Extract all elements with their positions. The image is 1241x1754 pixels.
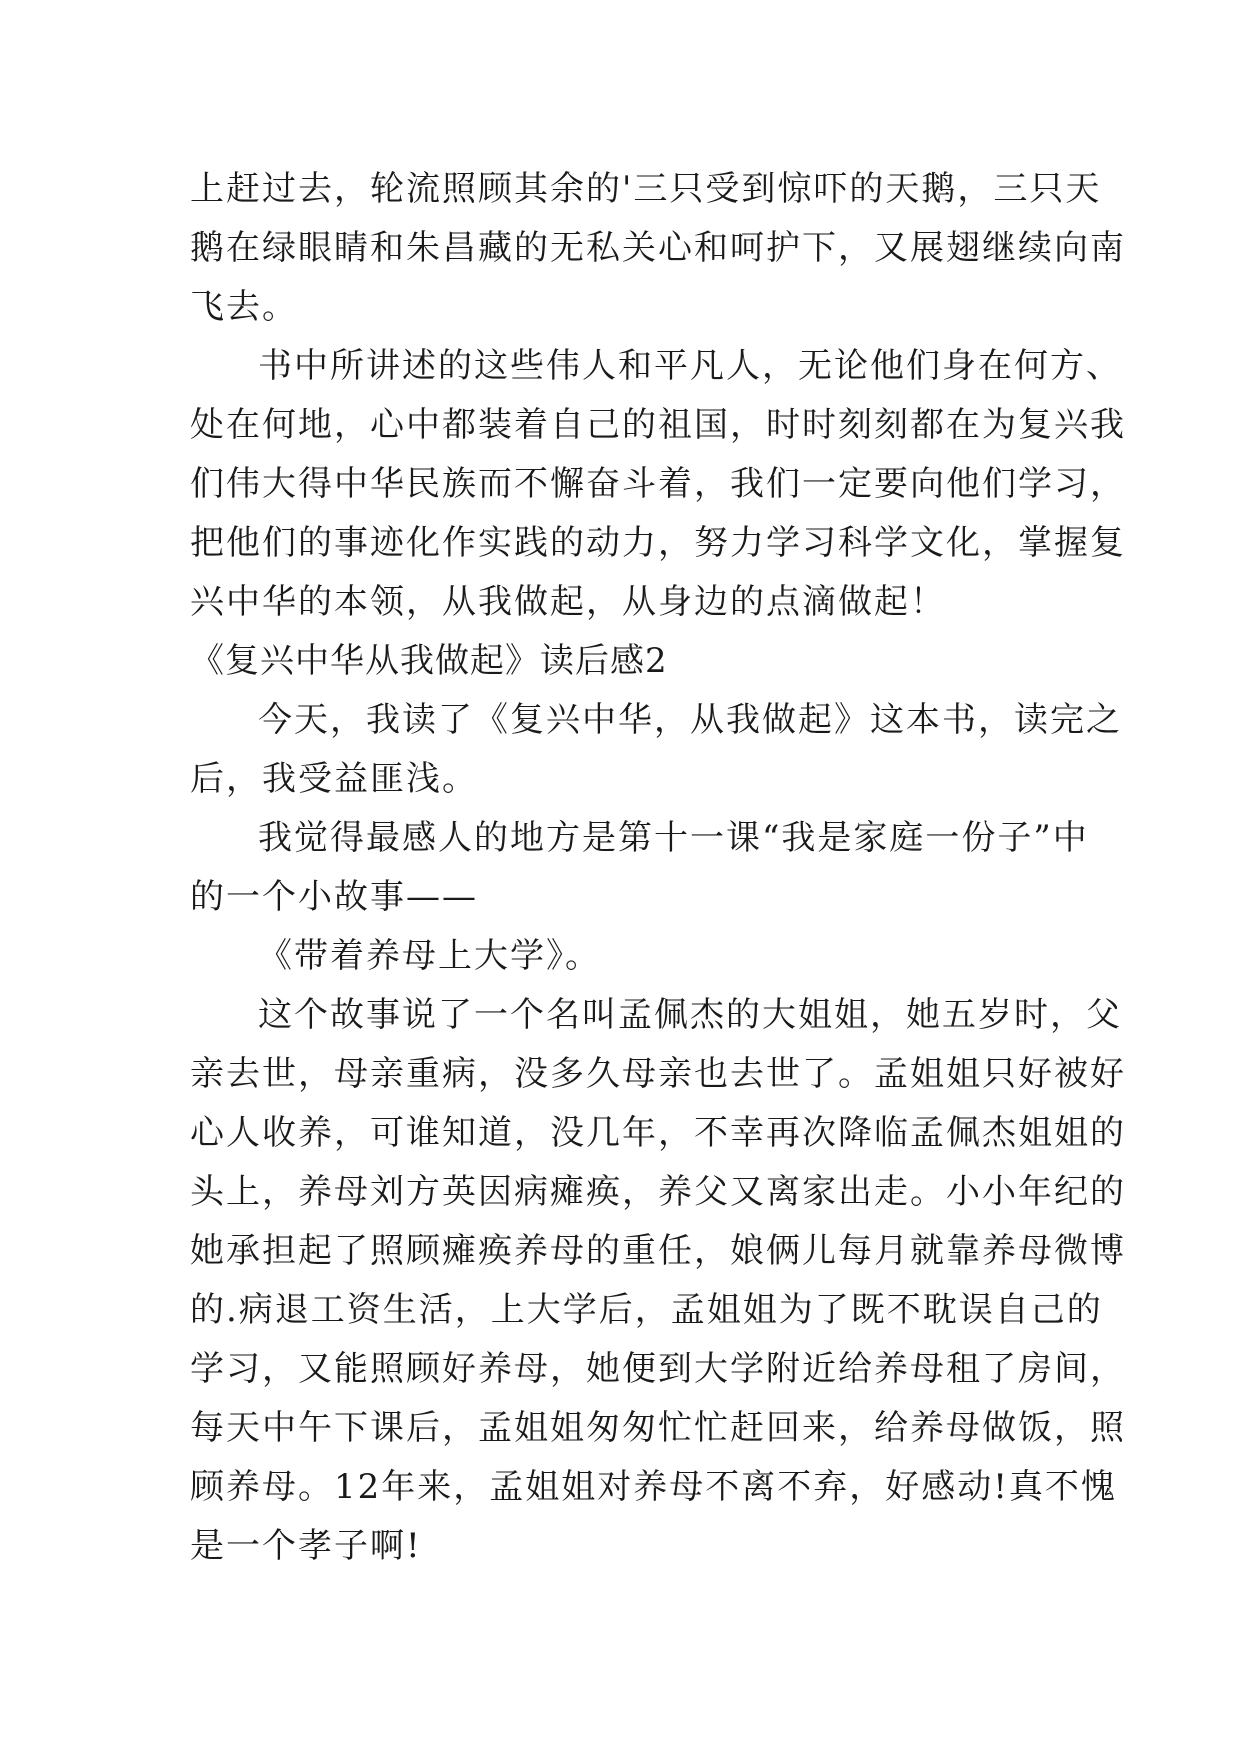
text-line: 是一个孝子啊! (190, 1526, 422, 1566)
text-line: 头上，养母刘方英因病瘫痪，养父又离家出走。小小年纪的 (190, 1172, 1126, 1212)
story-title-line: 《带着养母上大学》。 (258, 936, 601, 976)
text-line: 的一个小故事—— (190, 877, 478, 917)
section-heading: 《复兴中华从我做起》读后感2 (190, 641, 668, 681)
text-line: 后，我受益匪浅。 (190, 759, 478, 799)
text-line: 上赶过去，轮流照顾其余的'三只受到惊吓的天鹅，三只天 (190, 169, 1102, 209)
text-line: 心人收养，可谁知道，没几年，不幸再次降临孟佩杰姐姐的 (190, 1113, 1126, 1153)
text-line: 鹅在绿眼睛和朱昌藏的无私关心和呵护下，又展翅继续向南 (190, 228, 1126, 268)
document-body (190, 160, 1126, 1576)
text-line: 把他们的事迹化作实践的动力，努力学习科学文化，掌握复 (190, 523, 1126, 563)
text-line: 她承担起了照顾瘫痪养母的重任，娘俩儿每月就靠养母微博 (190, 1231, 1126, 1271)
text-line: 们伟大得中华民族而不懈奋斗着，我们一定要向他们学习， (190, 464, 1126, 504)
text-line: 处在何地，心中都装着自己的祖国，时时刻刻都在为复兴我 (190, 405, 1126, 445)
paragraph-first-line: 我觉得最感人的地方是第十一课“我是家庭一份子”中 (258, 818, 1089, 858)
text-line: 亲去世，母亲重病，没多久母亲也去世了。孟姐姐只好被好 (190, 1054, 1126, 1094)
text-line: 的.病退工资生活，上大学后，孟姐姐为了既不耽误自己的 (190, 1290, 1103, 1330)
text-line: 飞去。 (190, 287, 298, 327)
text-line: 兴中华的本领，从我做起，从身边的点滴做起！ (190, 582, 946, 622)
text-line: 顾养母。12年来，孟姐姐对养母不离不弃，好感动!真不愧 (190, 1467, 1117, 1507)
text-line: 学习，又能照顾好养母，她便到大学附近给养母租了房间， (190, 1349, 1126, 1389)
paragraph-first-line: 今天，我读了《复兴中华，从我做起》这本书，读完之 (258, 700, 1122, 740)
paragraph-first-line: 这个故事说了一个名叫孟佩杰的大姐姐，她五岁时，父 (258, 995, 1122, 1035)
paragraph-first-line: 书中所讲述的这些伟人和平凡人，无论他们身在何方、 (258, 346, 1122, 386)
text-line: 每天中午下课后，孟姐姐匆匆忙忙赶回来，给养母做饭，照 (190, 1408, 1126, 1448)
